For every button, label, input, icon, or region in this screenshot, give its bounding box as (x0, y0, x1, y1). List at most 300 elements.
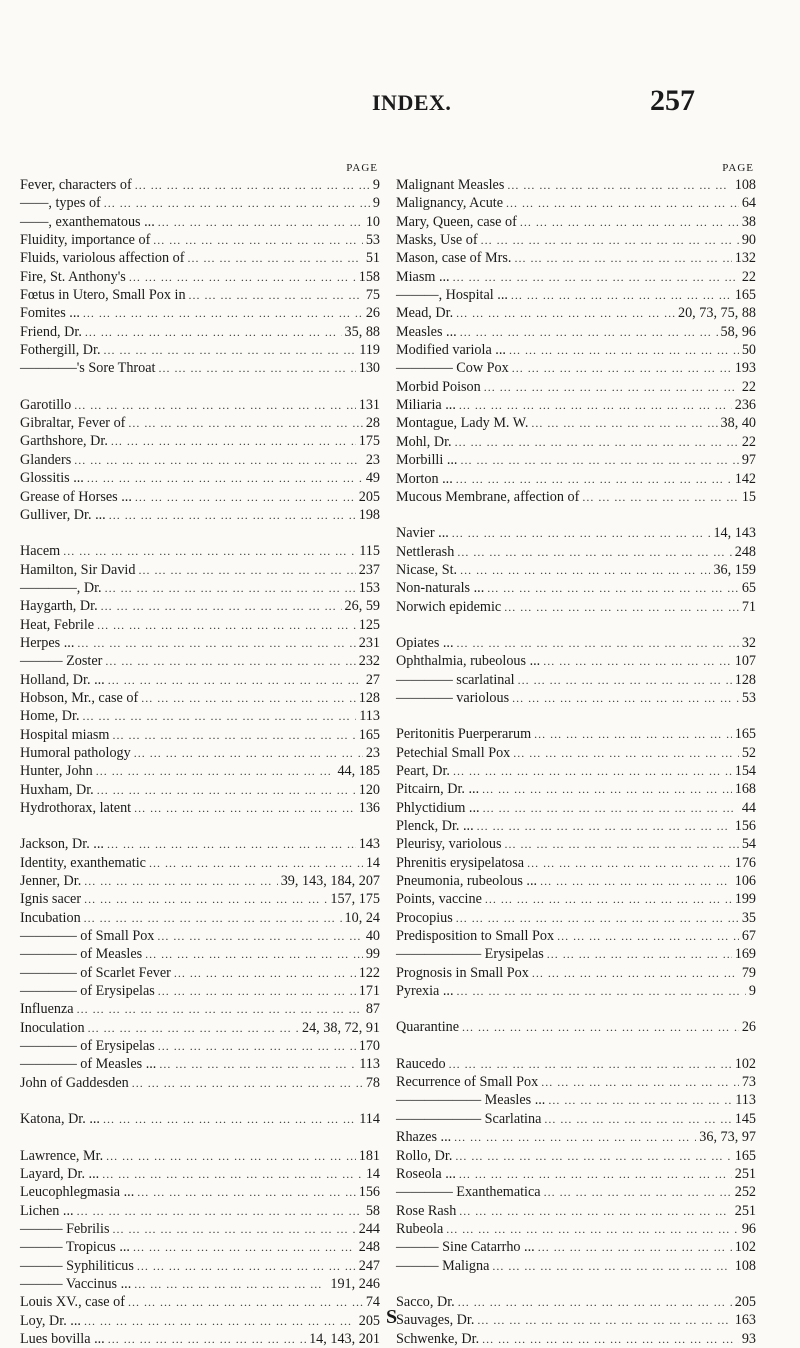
index-page-refs: 193 (734, 360, 756, 377)
index-entry (396, 817, 756, 835)
index-entry (20, 469, 380, 487)
index-page-refs: 248 (358, 1239, 380, 1256)
index-page-refs: 244 (358, 1220, 380, 1237)
index-term: Layard, Dr. ... (20, 1165, 100, 1182)
index-page-refs: 145 (734, 1110, 756, 1127)
dot-leader (159, 359, 356, 377)
index-term: Lichen ... (20, 1202, 74, 1219)
index-page-refs: 248 (734, 543, 756, 560)
index-page-refs: 169 (734, 946, 756, 963)
index-entry (20, 1147, 380, 1165)
dot-leader (85, 323, 342, 341)
dot-leader (74, 451, 363, 469)
index-page-refs: 78 (365, 1074, 380, 1091)
index-page-refs: 10, 24 (344, 909, 380, 926)
dot-leader (97, 781, 356, 799)
dot-leader (481, 231, 739, 249)
index-entry (20, 304, 380, 322)
index-entry (396, 1293, 756, 1311)
index-page-refs: 205 (734, 1293, 756, 1310)
index-term: ——— Sine Catarrho ... (396, 1239, 535, 1256)
index-page-refs: 26, 59 (344, 598, 380, 615)
dot-leader (454, 1128, 696, 1146)
index-page-refs: 93 (741, 1330, 756, 1347)
index-term: Ignis sacer (20, 891, 82, 908)
index-page-refs: 113 (735, 1092, 756, 1109)
index-entry (396, 1128, 756, 1146)
index-term: Roseola ... (396, 1165, 456, 1182)
index-page-refs: 52 (741, 744, 756, 761)
index-page-refs: 27 (365, 671, 380, 688)
index-page-refs: 39, 143, 184, 207 (280, 873, 380, 890)
index-term: ——— Zoster (20, 653, 103, 670)
index-term: ——, types of (20, 195, 101, 212)
index-term: ————, Dr. (20, 579, 102, 596)
group-spacer (20, 1129, 380, 1147)
index-page-refs: 53 (741, 689, 756, 706)
index-page-refs: 99 (365, 946, 380, 963)
index-term: Louis XV., case of (20, 1294, 125, 1311)
index-entry (20, 1074, 380, 1092)
index-term: Predisposition to Small Pox (396, 928, 555, 945)
index-entry (20, 506, 380, 524)
dot-leader (111, 432, 356, 450)
dot-leader (149, 854, 363, 872)
index-entry (20, 1165, 380, 1183)
dot-leader (108, 671, 363, 689)
dot-leader (507, 176, 731, 194)
dot-leader (141, 689, 356, 707)
dot-leader (77, 634, 355, 652)
index-term: Pneumonia, rubeolous ... (396, 873, 538, 890)
index-entry (20, 964, 380, 982)
index-term: ——— Syphiliticus (20, 1257, 134, 1274)
index-term: Morton ... (396, 470, 453, 487)
page-column-label: PAGE (346, 162, 378, 174)
index-page-refs: 14 (365, 854, 380, 871)
index-page-refs: 38 (741, 213, 756, 230)
index-term: Garthshore, Dr. (20, 433, 108, 450)
dot-leader (483, 799, 739, 817)
dot-leader (129, 268, 356, 286)
index-page-refs: 176 (734, 854, 756, 871)
index-term: Fomites ... (20, 305, 80, 322)
dot-leader (456, 909, 739, 927)
index-entry (20, 1312, 380, 1330)
dot-leader (101, 597, 342, 615)
index-entry (396, 359, 756, 377)
index-page-refs: 198 (358, 506, 380, 523)
index-entry (20, 231, 380, 249)
dot-leader (74, 396, 355, 414)
index-entry (20, 909, 380, 927)
index-term: Procopius (396, 909, 453, 926)
dot-leader (153, 231, 363, 249)
dot-leader (531, 414, 717, 432)
index-term: Fever, characters of (20, 177, 132, 193)
index-term: Navier ... (396, 525, 449, 542)
dot-leader (158, 213, 363, 231)
group-spacer (396, 506, 756, 524)
index-term: ———— Cow Pox (396, 360, 509, 377)
index-entry (396, 433, 756, 451)
index-term: Nicase, St. (396, 561, 458, 578)
dot-leader (457, 634, 739, 652)
page-number: 257 (650, 84, 695, 117)
index-entry (20, 982, 380, 1000)
index-term: ——— Tropicus ... (20, 1239, 130, 1256)
index-entry (20, 1019, 380, 1037)
index-entry (20, 286, 380, 304)
dot-leader (509, 341, 739, 359)
index-page-refs: 237 (358, 561, 380, 578)
index-term: Fluids, variolous affection of (20, 250, 185, 267)
index-page-refs: 49 (365, 470, 380, 487)
index-term: Masks, Use of (396, 232, 478, 249)
index-term: Fothergill, Dr. (20, 342, 101, 359)
index-entry (396, 286, 756, 304)
index-page-refs: 28 (365, 415, 380, 432)
dot-leader (104, 194, 370, 212)
dot-leader (97, 616, 356, 634)
index-term: Jackson, Dr. ... (20, 836, 104, 853)
index-page-refs: 64 (741, 195, 756, 212)
index-page-refs: 58 (365, 1202, 380, 1219)
index-page-refs: 71 (741, 598, 756, 615)
index-page-refs: 102 (734, 1055, 756, 1072)
index-page-refs: 113 (359, 708, 380, 725)
index-page-refs: 153 (358, 579, 380, 596)
index-entry (396, 854, 756, 872)
index-entry (20, 781, 380, 799)
index-term: Lues bovilla ... (20, 1330, 105, 1347)
dot-leader (487, 579, 739, 597)
dot-leader (102, 1165, 363, 1183)
index-column-left (20, 160, 380, 1348)
index-page-refs: 165 (358, 726, 380, 743)
index-column-right (396, 160, 756, 1348)
index-page-refs: 108 (734, 1257, 756, 1274)
index-page-refs: 44, 185 (337, 763, 380, 780)
dot-leader (157, 927, 362, 945)
index-term: —————— Scarlatina (396, 1110, 542, 1127)
index-entry (20, 451, 380, 469)
index-term: Schwenke, Dr. (396, 1330, 480, 1347)
index-page-refs: 75 (365, 287, 380, 304)
dot-leader (137, 1183, 355, 1201)
dot-leader (544, 1183, 732, 1201)
index-term: Garotillo (20, 396, 72, 413)
index-term: ———— of Measles (20, 946, 143, 963)
index-term: Inoculation (20, 1019, 85, 1036)
index-term: Heat, Febrile (20, 616, 95, 633)
index-term: John of Gaddesden (20, 1074, 129, 1091)
index-page-refs: 97 (741, 452, 756, 469)
index-page-refs: 35 (741, 909, 756, 926)
index-entry (396, 890, 756, 908)
dot-leader (477, 1311, 731, 1329)
dot-leader (455, 1147, 731, 1165)
index-page-refs: 22 (741, 378, 756, 395)
dot-leader (512, 689, 739, 707)
index-term: ———— variolous (396, 689, 510, 706)
index-page-refs: 9 (748, 983, 756, 1000)
index-entry (20, 359, 380, 377)
index-term: Rubeola (396, 1220, 444, 1237)
index-entry (20, 1183, 380, 1201)
index-entry (20, 561, 380, 579)
dot-leader (158, 982, 356, 1000)
dot-leader (107, 835, 356, 853)
dot-leader (557, 927, 739, 945)
index-entry (396, 762, 756, 780)
index-term: Hospital miasm (20, 726, 110, 743)
index-entry (396, 1147, 756, 1165)
index-entry (396, 1055, 756, 1073)
index-page-refs: 154 (734, 762, 756, 779)
index-page-refs: 170 (358, 1038, 380, 1055)
index-term: Hobson, Mr., case of (20, 689, 139, 706)
dot-leader (520, 213, 739, 231)
dot-leader (512, 359, 732, 377)
dot-leader (63, 542, 356, 560)
dot-leader (83, 707, 357, 725)
index-entry (396, 1220, 756, 1238)
index-term: Ophthalmia, rubeolous ... (396, 653, 541, 670)
index-entry (20, 1202, 380, 1220)
index-term: Modified variola ... (396, 342, 506, 359)
index-term: Holland, Dr. ... (20, 671, 105, 688)
index-term: Haygarth, Dr. (20, 598, 98, 615)
index-page-refs: 65 (741, 580, 756, 597)
index-page-refs: 9 (372, 195, 380, 212)
dot-leader (135, 176, 370, 194)
index-page-refs: 247 (358, 1257, 380, 1274)
index-term: Recurrence of Small Pox (396, 1074, 539, 1091)
index-entry (20, 542, 380, 560)
index-term: Hunter, John (20, 763, 93, 780)
index-term: Norwich epidemic (396, 598, 502, 615)
dot-leader (84, 872, 277, 890)
index-page-refs: 125 (358, 616, 380, 633)
index-page-refs: 67 (741, 928, 756, 945)
index-entry (20, 854, 380, 872)
index-entry (396, 634, 756, 652)
index-page-refs: 165 (734, 726, 756, 743)
dot-leader (108, 1330, 306, 1348)
dot-leader (105, 652, 355, 670)
index-term: Home, Dr. (20, 708, 80, 725)
index-entry (396, 1238, 756, 1256)
index-term: Opiates ... (396, 634, 454, 651)
index-term: Fire, St. Anthony's (20, 268, 126, 285)
index-entry (20, 634, 380, 652)
index-page-refs: 114 (359, 1111, 380, 1128)
index-page-refs: 36, 73, 97 (699, 1129, 756, 1146)
dot-leader (96, 762, 335, 780)
dot-leader (538, 1238, 732, 1256)
index-page-refs: 79 (741, 964, 756, 981)
index-entry (20, 1275, 380, 1293)
dot-leader (112, 726, 355, 744)
index-entry (396, 249, 756, 267)
index-term: Pyrexia ... (396, 983, 454, 1000)
dot-leader (452, 524, 711, 542)
index-entry (396, 1073, 756, 1091)
index-page-refs: 122 (358, 964, 380, 981)
index-entry (396, 909, 756, 927)
index-term: Phrenitis erysipelatosa (396, 854, 525, 871)
dot-leader (541, 1073, 739, 1091)
index-entry (396, 1091, 756, 1109)
index-entry (396, 872, 756, 890)
group-spacer (396, 1000, 756, 1018)
index-term: Points, vaccine (396, 891, 482, 908)
dot-leader (106, 1147, 356, 1165)
index-term: Loy, Dr. ... (20, 1312, 81, 1329)
index-term: Influenza (20, 1001, 74, 1018)
dot-leader (518, 671, 732, 689)
dot-leader (84, 1312, 356, 1330)
index-entry (20, 890, 380, 908)
index-page-refs: 251 (734, 1202, 756, 1219)
index-page-refs: 232 (358, 653, 380, 670)
index-page-refs: 36, 159 (713, 561, 756, 578)
index-term: Petechial Small Pox (396, 744, 511, 761)
index-term: ———— of Erysipelas (20, 983, 155, 1000)
dot-leader (87, 469, 363, 487)
index-entry (20, 194, 380, 212)
index-page-refs: 14 (365, 1165, 380, 1182)
index-term: Mohl, Dr. (396, 433, 452, 450)
index-page-refs: 181 (358, 1147, 380, 1164)
dot-leader (158, 1037, 356, 1055)
index-entry (20, 414, 380, 432)
dot-leader (532, 964, 739, 982)
dot-leader (135, 488, 356, 506)
index-entry (396, 689, 756, 707)
index-term: Mary, Queen, case of (396, 213, 517, 230)
index-page-refs: 143 (358, 836, 380, 853)
index-term: ——, exanthematous ... (20, 213, 155, 230)
index-page-refs: 10 (365, 213, 380, 230)
index-term: Rhazes ... (396, 1129, 452, 1146)
index-entry (396, 579, 756, 597)
index-term: Mucous Membrane, affection of (396, 488, 580, 505)
index-term: Herpes ... (20, 634, 75, 651)
index-page-refs: 50 (741, 342, 756, 359)
dot-leader (482, 1330, 739, 1348)
index-entry (20, 1037, 380, 1055)
index-term: Pitcairn, Dr. ... (396, 781, 480, 798)
index-term: ———, Hospital ... (396, 287, 508, 304)
index-term: Miasm ... (396, 268, 450, 285)
index-page-refs: 136 (358, 800, 380, 816)
index-page-refs: 113 (359, 1056, 380, 1073)
index-entry (396, 451, 756, 469)
index-term: ————'s Sore Throat (20, 360, 156, 377)
index-term: Mason, case of Mrs. (396, 250, 512, 267)
index-page-refs: 142 (734, 470, 756, 487)
index-page-refs: 32 (741, 634, 756, 651)
dot-leader (506, 194, 739, 212)
index-term: Miliaria ... (396, 397, 456, 414)
index-term: Lawrence, Mr. (20, 1147, 104, 1164)
dot-leader (189, 286, 363, 304)
page-header (0, 84, 800, 124)
dot-leader (548, 1091, 732, 1109)
index-entry (396, 835, 756, 853)
dot-leader (540, 872, 732, 890)
index-entry (396, 543, 756, 561)
index-term: Gulliver, Dr. ... (20, 506, 106, 523)
index-entry (396, 744, 756, 762)
dot-leader (88, 1019, 299, 1037)
index-entry (20, 1257, 380, 1275)
index-term: Peritonitis Puerperarum (396, 726, 532, 743)
dot-leader (457, 982, 746, 1000)
index-page-refs: 165 (734, 1147, 756, 1164)
index-page-refs: 231 (358, 634, 380, 651)
dot-leader (134, 799, 356, 817)
index-entry (396, 1311, 756, 1329)
index-term: Raucedo (396, 1055, 446, 1072)
index-page-refs: 128 (734, 671, 756, 688)
index-entry (20, 1055, 380, 1073)
index-term: ———— scarlatinal (396, 671, 515, 688)
index-term: Peart, Dr. (396, 762, 450, 779)
dot-leader (134, 744, 363, 762)
index-entry (20, 323, 380, 341)
index-page-refs: 22 (741, 433, 756, 450)
dot-leader (133, 1238, 356, 1256)
index-entry (396, 780, 756, 798)
index-page-refs: 191, 246 (330, 1275, 380, 1292)
dot-leader (104, 341, 357, 359)
index-term: Malignancy, Acute (396, 195, 504, 212)
index-entry (396, 470, 756, 488)
index-term: Rollo, Dr. (396, 1147, 453, 1164)
group-spacer (20, 1092, 380, 1110)
index-entry (20, 616, 380, 634)
index-page-refs: 171 (358, 983, 380, 1000)
dot-leader (504, 598, 739, 616)
dot-leader (484, 378, 739, 396)
index-page-refs: 131 (358, 396, 380, 413)
dot-leader (514, 249, 731, 267)
index-page-refs: 40 (365, 928, 380, 945)
index-term: Phlyctidium ... (396, 799, 480, 816)
index-entry (20, 927, 380, 945)
index-entry (20, 762, 380, 780)
index-term: Non-naturals ... (396, 580, 485, 597)
dot-leader (112, 1220, 355, 1238)
index-term: Jenner, Dr. (20, 873, 82, 890)
index-term: Katona, Dr. ... (20, 1111, 100, 1128)
index-page-refs: 87 (365, 1001, 380, 1018)
dot-leader (547, 945, 732, 963)
index-page-refs: 22 (741, 268, 756, 285)
index-page-refs: 119 (359, 342, 380, 359)
dot-leader (134, 1275, 327, 1293)
index-page-refs: 106 (734, 873, 756, 890)
index-page-refs: 51 (365, 250, 380, 267)
index-page-refs: 20, 73, 75, 88 (677, 305, 756, 322)
dot-leader (159, 1055, 356, 1073)
index-term: Nettlerash (396, 543, 455, 560)
index-page-refs: 157, 175 (330, 891, 380, 908)
index-page-refs: 252 (734, 1184, 756, 1201)
